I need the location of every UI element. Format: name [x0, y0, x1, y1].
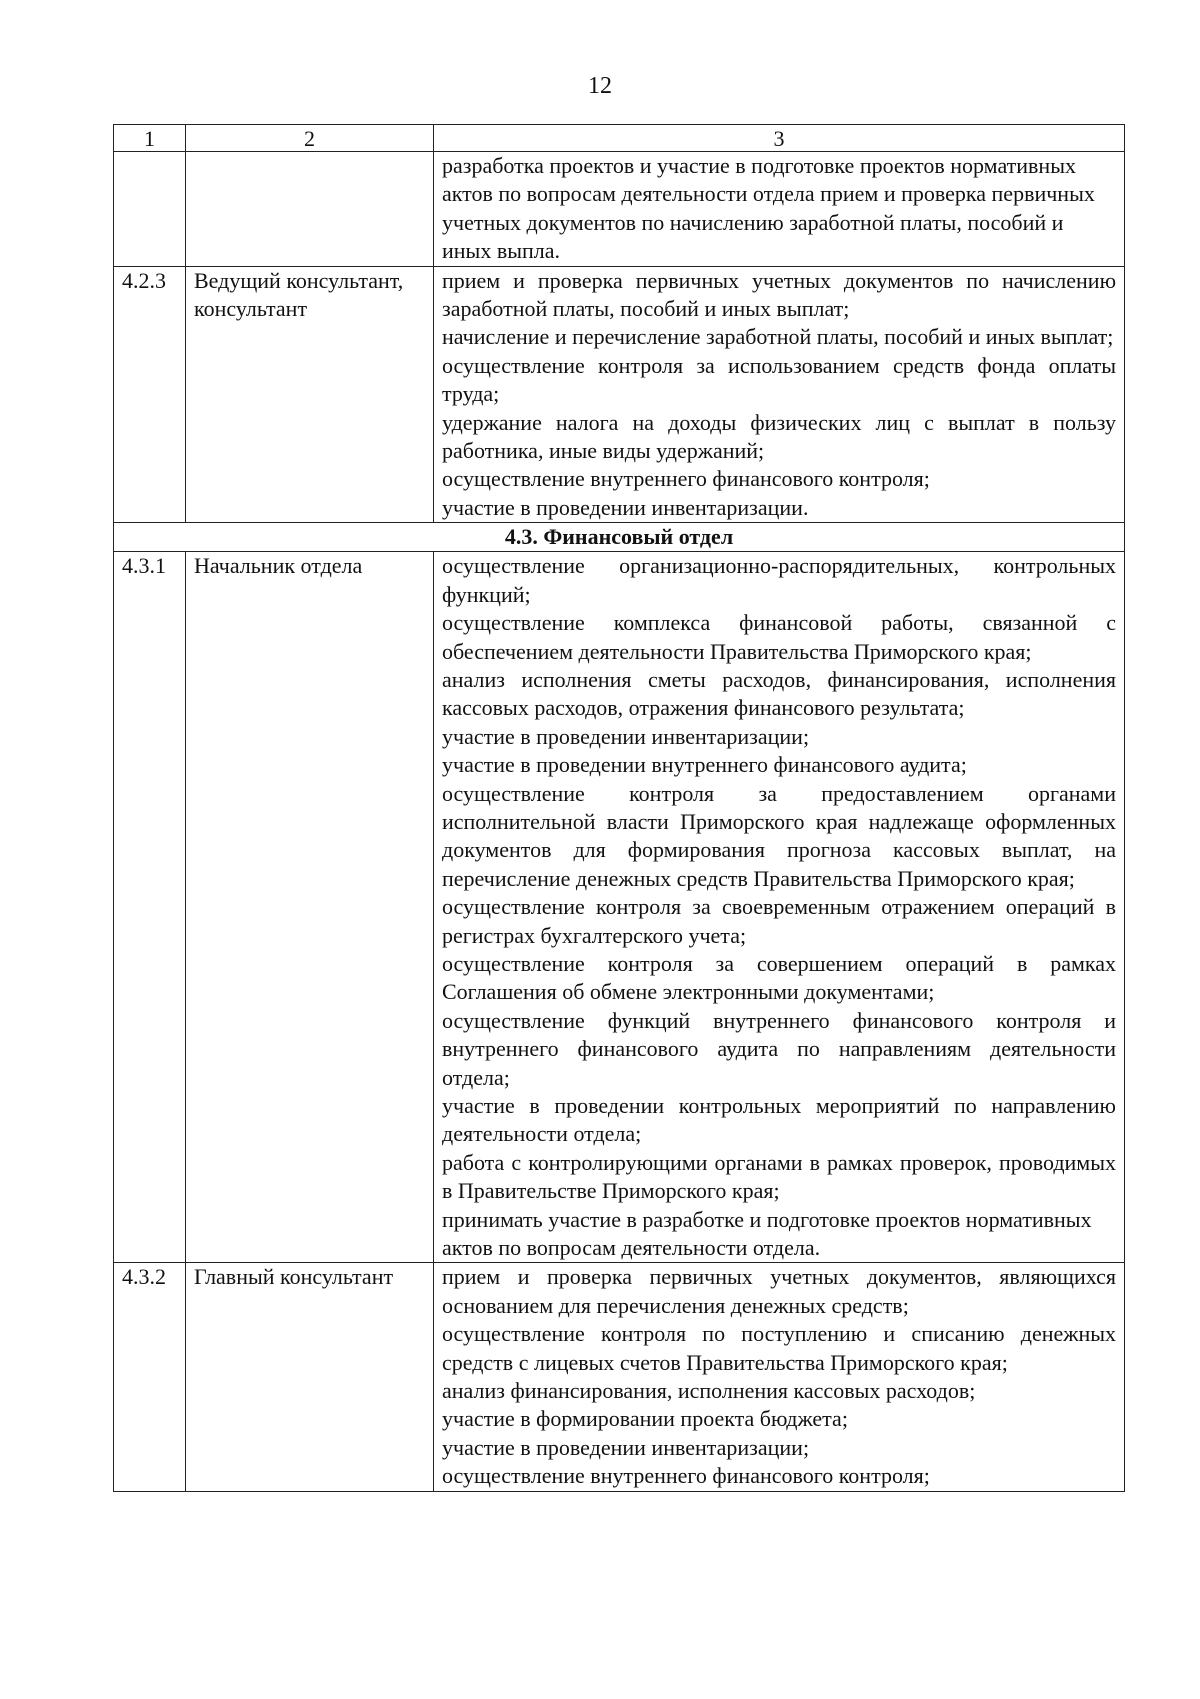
duty-item: осуществление организационно-распорядительных, контрольных функций;	[442, 553, 1116, 607]
duty-item: осуществление внутреннего финансового контроля;	[442, 1463, 930, 1489]
duty-item: удержание налога на доходы физических лиц с выплат в пользу работника, иные виды удержаний;	[442, 409, 1116, 464]
duty-item: участие в проведении контрольных мероприятий по направлению деятельности отдела;	[442, 1093, 1116, 1147]
row-duties	[434, 1263, 1125, 1491]
duty-item: прием и проверка первичных учетных документов, являющихся основанием для перечисления денежных средств;	[442, 1264, 1116, 1318]
duty-item: осуществление функций внутреннего финансового контроля и внутреннего финансового аудита по направлениям деятельности отдела;	[442, 1007, 1116, 1090]
duties-table	[113, 124, 1125, 1492]
row-number: 4.2.3	[114, 266, 186, 523]
duty-item: осуществление контроля по поступлению и списанию денежных средств с лицевых счетов Правительства Приморского края;	[442, 1321, 1116, 1375]
duty-item: осуществление внутреннего финансового контроля;	[442, 466, 930, 492]
duty-item: разработка проектов и участие в подготовке проектов нормативных актов по вопросам деятельности отдела прием и проверка первичных учетных документов по начислению заработной платы, пособий и иных выпла.	[442, 153, 1095, 264]
duty-item: участие в проведении инвентаризации;	[442, 723, 810, 749]
duty-item: прием и проверка первичных учетных документов по начислению заработной платы, пособий и иных выплат;	[442, 267, 1116, 322]
row-duties	[434, 266, 1125, 523]
row-position: Главный консультант	[186, 1263, 434, 1491]
duty-item: осуществление контроля за использованием средств фонда оплаты труда;	[442, 352, 1116, 407]
column-header-duties: 3	[434, 125, 1125, 152]
row-position: Ведущий консультант, консультант	[186, 266, 434, 523]
column-header-number: 1	[114, 125, 186, 152]
duty-item: участие в проведении инвентаризации.	[442, 494, 809, 520]
duty-item: начисление и перечисление заработной платы, пособий и иных выплат;	[442, 324, 1114, 350]
section-title: 4.3. Финансовый отдел	[114, 523, 1125, 552]
row-duties	[434, 152, 1125, 267]
duty-item: анализ финансирования, исполнения кассовых расходов;	[442, 1378, 976, 1404]
duty-item: участие в проведении внутреннего финансового аудита;	[442, 752, 967, 778]
duty-item: осуществление контроля за совершением операций в рамках Соглашения об обмене электронными документами;	[442, 950, 1116, 1005]
table-row	[114, 152, 1125, 267]
duty-item: осуществление комплекса финансовой работы, связанной с обеспечением деятельности Правительства Приморского края;	[442, 610, 1116, 664]
duty-item: анализ исполнения сметы расходов, финансирования, исполнения кассовых расходов, отражения финансового результата;	[442, 666, 1116, 721]
table-header-row	[114, 125, 1125, 152]
duty-item: осуществление контроля за своевременным отражением операций в регистрах бухгалтерского учета;	[442, 894, 1116, 948]
table-row	[114, 1263, 1125, 1491]
section-heading-row	[114, 523, 1125, 552]
row-position: Начальник отдела	[186, 552, 434, 1263]
duty-item: работа с контролирующими органами в рамках проверок, проводимых в Правительстве Приморского края;	[442, 1149, 1116, 1204]
row-number: 4.3.2	[114, 1263, 186, 1491]
row-number	[114, 152, 186, 267]
column-header-position: 2	[186, 125, 434, 152]
duty-item: участие в формировании проекта бюджета;	[442, 1406, 848, 1432]
duty-item: принимать участие в разработке и подготовке проектов нормативных актов по вопросам деятельности отдела.	[442, 1206, 1092, 1261]
row-duties	[434, 552, 1125, 1263]
page-number: 12	[588, 73, 612, 99]
duty-item: осуществление контроля за предоставлением органами исполнительной власти Приморского края надлежаще оформленных документов для формирования прогноза кассовых выплат, на перечисление денежных средств Правительства Приморского края;	[442, 780, 1116, 891]
duty-item: участие в проведении инвентаризации;	[442, 1434, 810, 1460]
row-number: 4.3.1	[114, 552, 186, 1263]
table-row	[114, 552, 1125, 1263]
row-position	[186, 152, 434, 267]
table-row	[114, 266, 1125, 523]
